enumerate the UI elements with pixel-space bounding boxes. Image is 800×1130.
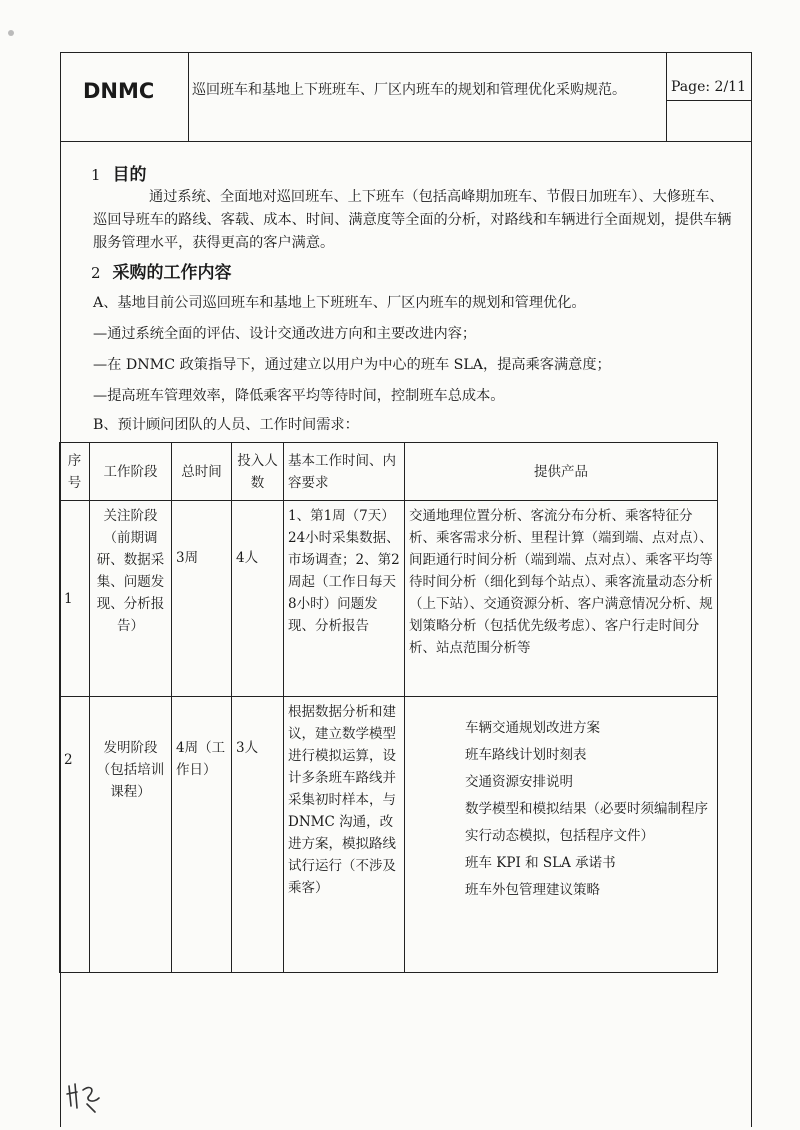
time-cell: 3周	[172, 501, 232, 697]
product-item: 班车外包管理建议策略	[465, 882, 600, 898]
document-page	[60, 52, 752, 1127]
work-item-bullet: —在 DNMC 政策指导下，通过建立以用户为中心的班车 SLA，提高乘客满意度；	[93, 357, 611, 373]
table-row	[60, 697, 718, 973]
product-item: 班车 KPI 和 SLA 承诺书	[465, 855, 616, 871]
product-item: 数学模型和模拟结果（必要时须编制程序实行动态模拟，包括程序文件）	[465, 801, 708, 844]
product-cell: 交通地理位置分析、客流分布分析、乘客特征分析、乘客需求分析、里程计算（端到端、点对点）、间距通行时间分析（端到端、点对点）、乘客平均等待时间分析（细化到每个站点）、乘客流量动态分析（上下站）、交通资源分析、客户满意情况分析、规划策略分析（包括优先级考虑）、客户行走时间分析、站点范围分析等	[405, 501, 718, 697]
header-cell: 总时间	[172, 443, 232, 501]
requirement-cell: 根据数据分析和建议，建立数学模型进行模拟运算，设计多条班车路线并采集初时样本，与 DNMC 沟通，改进方案，模拟路线试行运行（不涉及乘客）	[284, 697, 405, 973]
header-cell: 投入人数	[232, 443, 284, 501]
row-number: 2	[60, 697, 90, 973]
section-2-heading: 2 采购的工作内容	[91, 263, 232, 283]
team-requirement-table	[59, 442, 718, 973]
table-header-row	[60, 443, 718, 501]
work-item-bullet: —提高班车管理效率，降低乘客平均等待时间，控制班车总成本。	[93, 388, 505, 404]
work-item-a: A、基地目前公司巡回班车和基地上下班班车、厂区内班车的规划和管理优化。	[93, 295, 586, 311]
product-item: 车辆交通规划改进方案	[465, 720, 600, 736]
punch-hole	[8, 30, 14, 36]
header-cell: 工作阶段	[90, 443, 172, 501]
work-item-bullet: —通过系统全面的评估、设计交通改进方向和主要改进内容；	[93, 326, 477, 342]
document-title: 巡回班车和基地上下班班车、厂区内班车的规划和管理优化采购规范。	[189, 53, 667, 141]
page-number: Page: 2/11	[667, 53, 751, 101]
table-row	[60, 501, 718, 697]
people-cell: 4人	[232, 501, 284, 697]
time-cell: 4周（工作日）	[172, 697, 232, 973]
header-cell: 提供产品	[405, 443, 718, 501]
section-1-heading: 1 目的	[91, 165, 147, 185]
people-cell: 3人	[232, 697, 284, 973]
product-item: 交通资源安排说明	[465, 774, 573, 790]
requirement-cell: 1、第1周（7天）24小时采集数据、市场调查；2、第2周起（工作日每天8小时）问题发现、分析报告	[284, 501, 405, 697]
stage-cell: 发明阶段（包括培训课程）	[90, 697, 172, 973]
stage-cell: 关注阶段（前期调研、数据采集、问题发现、分析报告）	[90, 501, 172, 697]
document-header	[61, 52, 751, 142]
company-logo: DNMC	[61, 53, 189, 141]
header-cell: 基本工作时间、内容要求	[284, 443, 405, 501]
product-item: 班车路线计划时刻表	[465, 747, 587, 763]
row-number: 1	[60, 501, 90, 697]
work-item-b: B、预计顾问团队的人员、工作时间需求：	[93, 417, 359, 433]
product-list	[405, 697, 718, 973]
section-1-body: 通过系统、全面地对巡回班车、上下班车（包括高峰期加班车、节假日加班车）、大修班车、巡回导班车的路线、客载、成本、时间、满意度等全面的分析，对路线和车辆进行全面规划，提供车辆服务管理水平，获得更高的客户满意。	[93, 189, 732, 251]
header-cell: 序号	[60, 443, 90, 501]
handwritten-initial	[65, 1076, 105, 1116]
